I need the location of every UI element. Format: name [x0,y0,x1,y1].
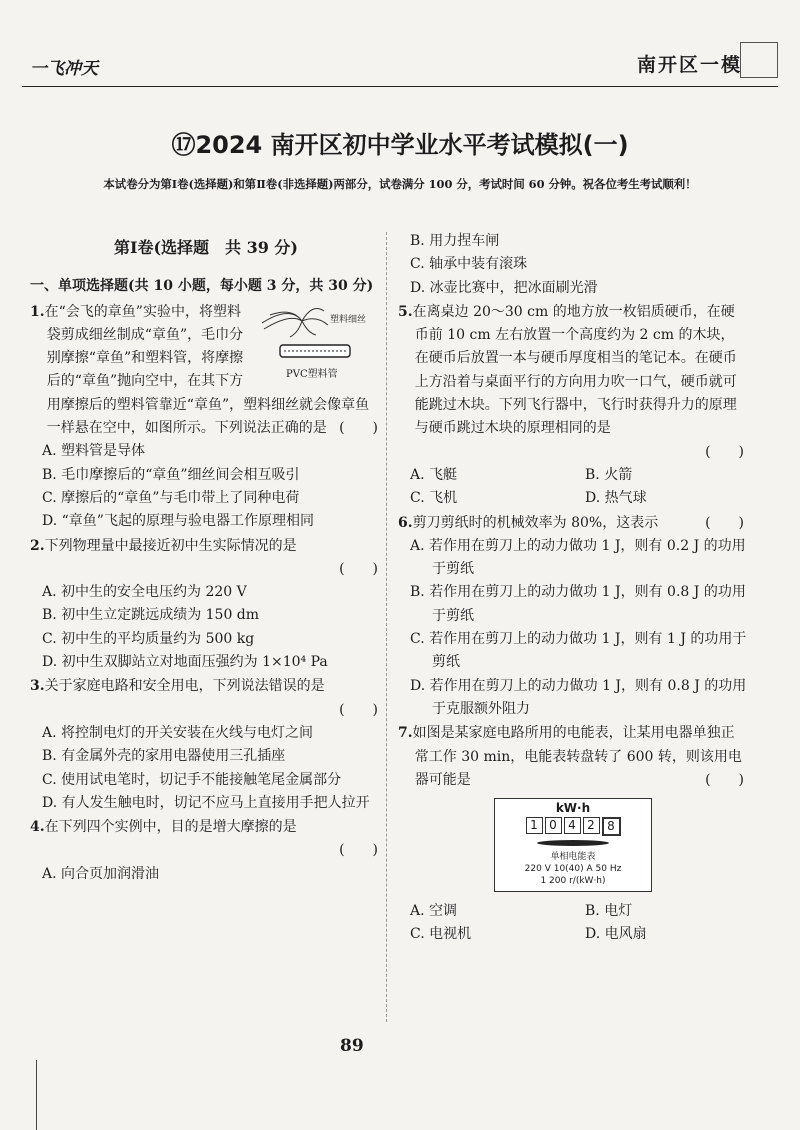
energy-meter [494,798,652,892]
option-d: D. 初中生双脚站立对地面压强约为 1×10⁴ Pa [42,654,328,671]
option-a: A. 初中生的安全电压约为 220 V [42,584,247,601]
header-exam-name: 南开区一模 [636,54,742,76]
header-brand: 一飞冲天 [30,59,98,79]
option-a: A. 若作用在剪刀上的动力做功 1 J，则有 0.2 J 的功用于剪纸 [410,537,746,578]
option-c: C. 若作用在剪刀上的动力做功 1 J，则有 1 J 的功用于剪纸 [410,631,747,671]
octopus-figure [250,301,380,381]
header-stamp-box [740,42,778,78]
header-divider [22,86,778,87]
question-number: 2. [30,537,45,554]
question-number: 3. [30,678,45,695]
meter-unit: kW·h [555,801,591,816]
option-c: C. 轴承中装有滚珠 [410,256,528,273]
question-stem: 关于家庭电路和安全用电，下列说法错误的是 [44,678,325,695]
question-stem: 剪刀剪纸时的机械效率为 80%，这表示 [412,514,659,531]
option-c: C. 电视机 [410,926,472,943]
answer-bracket: ( ) [339,560,378,577]
question-3 [30,675,382,815]
meter-spec: 220 V 10(40) A 50 Hz [524,864,622,875]
answer-bracket: ( ) [705,443,744,460]
question-number: 7. [398,725,413,742]
question-number: 5. [398,303,413,320]
option-c: C. 使用试电笔时，切记手不能接触笔尾金属部分 [42,771,342,788]
question-stem: 在“会飞的章鱼”实验中，将塑料袋剪成细丝制成“章鱼”，毛巾分别摩擦“章鱼”和塑料管，将摩擦后的“章鱼”抛向空中，在其下方用摩擦后的塑料管靠近“章鱼”，塑料细丝就会像章鱼一样悬在空中，如图所示。下列说法正确的是 [44,303,370,437]
meter-digit: 8 [602,817,621,836]
section-title: 第Ⅰ卷(选择题 共 39 分) [113,238,299,257]
option-d: D. “章鱼”飞起的原理与验电器工作原理相同 [42,513,314,530]
question-stem: 在下列四个实例中，目的是增大摩擦的是 [44,819,297,836]
answer-bracket: ( ) [705,771,744,788]
option-a: A. 将控制电灯的开关安装在火线与电灯之间 [42,724,314,741]
page-title: ⑰2024 南开区初中学业水平考试模拟(一) [171,131,629,159]
option-d: D. 若作用在剪刀上的动力做功 1 J，则有 0.8 J 的功用于克服额外阻力 [410,677,747,717]
answer-bracket: ( ) [339,701,378,718]
meter-digit: 4 [564,817,581,834]
question-2 [30,535,382,675]
option-a: A. 空调 [410,903,458,920]
question-stem: 如图是某家庭电路所用的电能表，让某用电器单独正常工作 30 min，电能表转盘转了 600 转，则该用电器可能是 [412,725,742,788]
option-b: B. 初中生立定跳远成绩为 150 dm [42,607,260,624]
option-b: B. 火箭 [585,466,633,483]
right-column [398,230,748,947]
question-stem: 下列物理量中最接近初中生实际情况的是 [44,537,297,554]
option-c: C. 摩擦后的“章鱼”与毛巾带上了同种电荷 [42,489,300,506]
option-b: B. 电灯 [585,903,633,920]
question-6 [398,512,748,722]
option-d: D. 电风扇 [585,926,647,943]
option-d: D. 热气球 [585,490,647,507]
option-b: B. 毛巾摩擦后的“章鱼”细丝间会相互吸引 [42,466,300,483]
fig-label-fiber: 塑料细丝 [330,314,367,325]
question-stem: 在离桌边 20～30 cm 的地方放一枚铝质硬币，在硬币前 10 cm 左右放置一个高度约为 2 cm 的木块，在硬币后放置一本与硬币厚度相当的笔记本。在硬币上方沿着与桌面平行的方向用力吹一口气，硬币就可能跳过木块。下列飞行器中，飞行时获得升力的原理与硬币跳过木块的原理相同的是 [412,303,737,437]
question-1 [30,301,382,534]
option-a: A. 飞艇 [410,466,458,483]
left-column [30,230,382,886]
question-4 [30,816,382,886]
meter-digit: 2 [583,817,600,834]
meter-rate: 1 200 r/(kW·h) [540,876,606,887]
answer-bracket: ( ) [339,420,378,437]
option-a: A. 塑料管是导体 [42,443,146,460]
option-b: B. 用力捏车闸 [410,233,500,249]
question-number: 6. [398,514,413,531]
section-subtitle: 一、单项选择题(共 10 小题，每小题 3 分，共 30 分) [30,278,374,295]
answer-bracket: ( ) [705,514,744,531]
option-d: D. 有人发生触电时，切记不应马上直接用手把人拉开 [42,794,370,811]
question-number: 1. [30,303,45,320]
meter-digit: 0 [545,817,562,834]
option-c: C. 飞机 [410,490,458,507]
meter-disc-icon [528,839,618,847]
question-5 [398,301,748,511]
option-b: B. 有金属外壳的家用电器使用三孔插座 [42,748,286,765]
question-number: 4. [30,819,45,836]
option-d: D. 冰壶比赛中，把冰面刷光滑 [410,279,598,296]
meter-name: 单相电能表 [550,852,596,863]
answer-bracket: ( ) [339,842,378,859]
option-a: A. 向合页加润滑油 [42,865,160,882]
page-number: 89 [340,1036,364,1056]
exam-instructions: 本试卷分为第Ⅰ卷(选择题)和第Ⅱ卷(非选择题)两部分，试卷满分 100 分，考试时间 60 分钟。祝各位考生考试顺利！ [103,177,697,191]
meter-digit: 1 [526,817,543,834]
option-b: B. 若作用在剪刀上的动力做功 1 J，则有 0.8 J 的功用于剪纸 [410,584,746,624]
option-c: C. 初中生的平均质量约为 500 kg [42,630,255,647]
fig-label-pipe: PVC塑料管 [286,368,338,380]
margin-line [36,1060,37,1130]
column-divider [386,232,387,1022]
meter-digits [497,817,649,836]
question-7 [398,722,748,946]
